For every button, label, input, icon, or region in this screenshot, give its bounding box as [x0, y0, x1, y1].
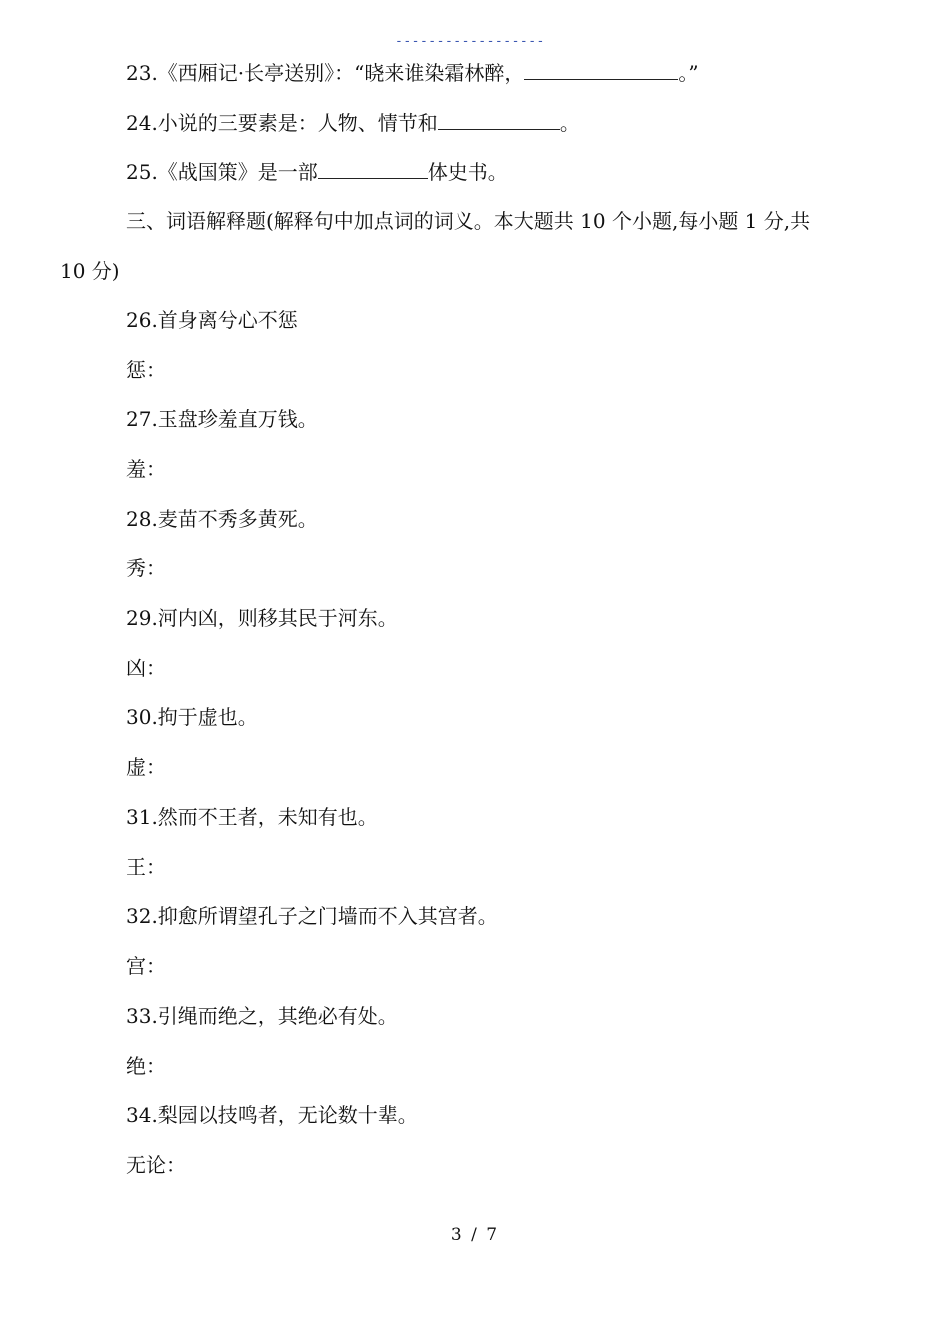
question-25-tail: 体史书。: [427, 160, 508, 184]
question-sentence: 28.麦苗不秀多黄死。: [126, 507, 318, 531]
question-sentence: 34.梨园以技鸣者，无论数十辈。: [126, 1103, 418, 1127]
question-sentence: 32.抑愈所谓望孔子之门墙而不入其宫者。: [126, 904, 498, 928]
answer-label: 秀：: [126, 556, 166, 580]
question-24-text: 24.小说的三要素是：人物、情节和: [126, 111, 438, 135]
answer-label: 王：: [126, 855, 166, 879]
question-25-text: 25.《战国策》是一部: [126, 160, 318, 184]
answer-label: 凶：: [126, 656, 166, 680]
answer-blank-25[interactable]: [318, 158, 428, 179]
answer-label: 虚：: [126, 755, 166, 779]
section-heading-cont: 10 分): [60, 259, 120, 283]
question-sentence: 26.首身离兮心不惩: [126, 308, 298, 332]
answer-label: 绝：: [126, 1054, 166, 1078]
question-sentence: 30.拘于虚也。: [126, 705, 258, 729]
answer-label: 无论：: [126, 1153, 186, 1177]
answer-blank-23[interactable]: [524, 59, 678, 80]
question-23-text: 23.《西厢记·长亭送别》：“晓来谁染霜林醉，: [126, 61, 525, 85]
question-23: [126, 59, 699, 86]
question-25: [126, 158, 508, 185]
question-sentence: 33.引绳而绝之，其绝必有处。: [126, 1004, 398, 1028]
question-23-tail: 。”: [678, 61, 699, 85]
page-number: 3 / 7: [450, 1225, 500, 1245]
question-24-tail: 。: [559, 111, 580, 135]
answer-label: 惩：: [126, 358, 166, 382]
question-sentence: 31.然而不王者，未知有也。: [126, 805, 378, 829]
answer-label: 羞：: [126, 457, 166, 481]
question-sentence: 29.河内凶，则移其民于河东。: [126, 606, 398, 630]
question-24: [126, 109, 580, 136]
header-dashed-rule: ------------------: [395, 34, 545, 49]
answer-blank-24[interactable]: [438, 109, 560, 130]
answer-label: 宫：: [126, 954, 166, 978]
section-heading: 三、词语解释题(解释句中加点词的词义。本大题共 10 个小题,每小题 1 分,共: [126, 209, 811, 233]
question-sentence: 27.玉盘珍羞直万钱。: [126, 407, 318, 431]
